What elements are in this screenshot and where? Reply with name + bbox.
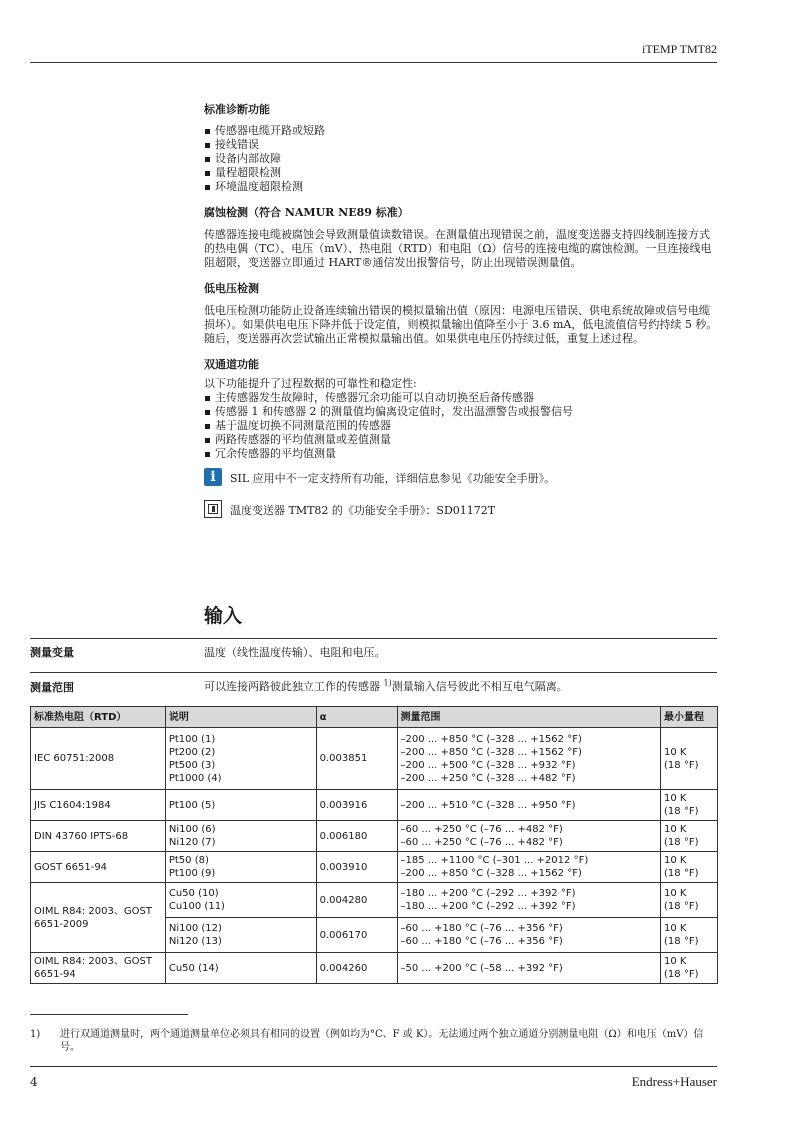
- sil-note-text: SIL 应用中不一定支持所有功能，详细信息参见《功能安全手册》。: [230, 472, 556, 485]
- cell-alpha: 0.004260: [316, 953, 397, 984]
- footer-rule: [30, 1066, 717, 1067]
- column-header: 最小量程: [661, 707, 718, 728]
- cell-description: [165, 918, 316, 953]
- cell-alpha: 0.006180: [316, 821, 397, 852]
- cell-standard: OIML R84: 2003、GOST 6651-2009: [31, 883, 166, 953]
- cell-min-span-line: 10 K: [664, 793, 687, 804]
- cell-range-line: –200 ... +250 °C (–328 ... +482 °F): [400, 772, 576, 784]
- manual-reference-text: 温度变送器 TMT82 的《功能安全手册》：SD01172T: [230, 504, 496, 517]
- cell-min-span-line: (18 °F): [664, 806, 699, 817]
- cell-range-line: –60 ... +250 °C (–76 ... +482 °F): [400, 837, 563, 848]
- dualchannel-intro: 以下功能提升了过程数据的可靠性和稳定性:: [204, 377, 417, 390]
- cell-min-span-line: (18 °F): [664, 868, 699, 879]
- cell-min-span-line: 10 K: [664, 746, 687, 758]
- cell-range-line: –200 ... +510 °C (–328 ... +950 °F): [400, 799, 576, 811]
- cell-min-span-line: 10 K: [664, 855, 687, 866]
- cell-min-span: [661, 728, 718, 790]
- cell-description-line: Cu50 (10): [168, 888, 219, 899]
- section-rule: [30, 638, 717, 639]
- cell-alpha: 0.006170: [316, 918, 397, 953]
- cell-range: [397, 918, 661, 953]
- cell-range-line: –60 ... +250 °C (–76 ... +482 °F): [400, 824, 563, 835]
- cell-min-span-line: (18 °F): [664, 901, 699, 912]
- cell-range-line: –200 ... +850 °C (–328 ... +1562 °F): [400, 868, 582, 879]
- cell-description-line: Pt500 (3): [168, 759, 216, 771]
- cell-description-line: Cu100 (11): [168, 901, 225, 912]
- input-section-title: 输入: [204, 605, 243, 627]
- table-row: [31, 953, 718, 984]
- cell-alpha: 0.004280: [316, 883, 397, 918]
- cell-range: [397, 852, 661, 883]
- cell-description-line: Cu50 (14): [168, 962, 219, 974]
- list-item: 主传感器发生故障时，传感器冗余功能可以自动切换至后备传感器: [204, 391, 719, 405]
- cell-description: [165, 852, 316, 883]
- info-icon: i: [204, 468, 222, 486]
- cell-min-span: [661, 953, 718, 984]
- list-item: 基于温度切换不同测量范围的传感器: [204, 419, 719, 433]
- range-text-part: 测量输入信号彼此不相互电气隔离。: [391, 680, 568, 693]
- brand-name: Endress+Hauser: [631, 1074, 717, 1089]
- cell-description: [165, 728, 316, 790]
- table-row: [31, 852, 718, 883]
- cell-alpha: 0.003910: [316, 852, 397, 883]
- cell-standard: OIML R84: 2003、GOST 6651-94: [31, 953, 166, 984]
- cell-standard: DIN 43760 IPTS-68: [31, 821, 166, 852]
- lowvoltage-text: 低电压检测功能防止设备连续输出错误的模拟量输出值（原因：电源电压错误、供电系统故障或信号电缆损坏）。如果供电电压下降并低于设定值，则模拟量输出值降至小于 3.6 mA，低电流值信号约持续 5 秒。随后，变送器再次尝试输出正常模拟量输出值。如果供电电压仍持续过低，重复上述过程。: [204, 304, 718, 345]
- cell-standard: IEC 60751:2008: [31, 728, 166, 790]
- cell-range-line: –60 ... +180 °C (–76 ... +356 °F): [400, 936, 563, 947]
- diagnostics-title: 标准诊断功能: [204, 103, 270, 116]
- measured-variable-value: 温度（线性温度传输）、电阻和电压。: [204, 646, 386, 659]
- cell-standard: JIS C1604:1984: [31, 790, 166, 821]
- measured-variable-label: 测量变量: [30, 646, 74, 659]
- cell-range: [397, 953, 661, 984]
- table-header-row: [31, 707, 718, 728]
- list-item: 环境温度超限检测: [204, 180, 719, 194]
- cell-min-span: [661, 821, 718, 852]
- table-row: [31, 728, 718, 790]
- header-title: iTEMP TMT82: [641, 42, 717, 56]
- cell-range-line: –200 ... +850 °C (–328 ... +1562 °F): [400, 733, 582, 745]
- corrosion-title: 腐蚀检测（符合 NAMUR NE89 标准）: [204, 206, 409, 219]
- cell-range-line: –180 ... +200 °C (–292 ... +392 °F): [400, 901, 576, 912]
- cell-range: [397, 728, 661, 790]
- cell-min-span: [661, 852, 718, 883]
- cell-description-line: Ni120 (13): [168, 936, 222, 947]
- cell-range-line: –180 ... +200 °C (–292 ... +392 °F): [400, 888, 576, 899]
- footnote-rule: [30, 1014, 188, 1015]
- column-header: 标准热电阻（RTD）: [31, 707, 166, 728]
- cell-min-span-line: (18 °F): [664, 936, 699, 947]
- cell-min-span-line: (18 °F): [664, 969, 699, 980]
- page-number: 4: [30, 1075, 38, 1089]
- cell-range-line: –185 ... +1100 °C (–301 ... +2012 °F): [400, 855, 589, 866]
- list-item: 冗余传感器的平均值测量: [204, 447, 719, 461]
- cell-range-line: –200 ... +850 °C (–328 ... +1562 °F): [400, 746, 582, 758]
- header-rule: [30, 62, 717, 63]
- cell-description: [165, 821, 316, 852]
- list-item: 传感器电缆开路或短路: [204, 124, 719, 138]
- cell-description: [165, 790, 316, 821]
- cell-description-line: Ni100 (6): [168, 824, 216, 835]
- list-item: 传感器 1 和传感器 2 的测量值均偏离设定值时，发出温漂警告或报警信号: [204, 405, 719, 419]
- diagnostics-list: [204, 124, 719, 194]
- dualchannel-title: 双通道功能: [204, 358, 259, 371]
- cell-min-span: [661, 883, 718, 918]
- cell-min-span-line: 10 K: [664, 923, 687, 934]
- footnote-number: 1): [30, 1029, 41, 1040]
- cell-min-span-line: (18 °F): [664, 759, 699, 771]
- range-text-part: 可以连接两路彼此独立工作的传感器: [204, 680, 380, 693]
- lowvoltage-title: 低电压检测: [204, 282, 259, 295]
- table-row: [31, 821, 718, 852]
- cell-description-line: Pt100 (1): [168, 733, 216, 745]
- cell-min-span: [661, 790, 718, 821]
- cell-range-line: –60 ... +180 °C (–76 ... +356 °F): [400, 923, 563, 934]
- table-row: [31, 790, 718, 821]
- cell-standard: GOST 6651-94: [31, 852, 166, 883]
- section-rule: [30, 672, 717, 673]
- footnote-text: 进行双通道测量时，两个通道测量单位必须具有相同的设置（例如均为°C、F 或 K）。无法通过两个独立通道分别测量电阻（Ω）和电压（mV）信号。: [60, 1029, 704, 1053]
- table-row: [31, 883, 718, 918]
- cell-description-line: Pt100 (5): [168, 799, 216, 811]
- rtd-table: [30, 706, 718, 984]
- cell-description-line: Pt100 (9): [168, 868, 216, 879]
- cell-description-line: Pt200 (2): [168, 746, 216, 758]
- cell-description-line: Ni100 (12): [168, 923, 222, 934]
- cell-min-span-line: 10 K: [664, 888, 687, 899]
- content-column: [204, 103, 719, 524]
- cell-range: [397, 883, 661, 918]
- cell-range: [397, 821, 661, 852]
- measuring-range-value: [204, 678, 568, 694]
- list-item: 两路传感器的平均值测量或差值测量: [204, 433, 719, 447]
- column-header: 测量范围: [397, 707, 661, 728]
- dualchannel-list: [204, 391, 719, 461]
- list-item: 设备内部故障: [204, 152, 719, 166]
- cell-description-line: Ni120 (7): [168, 837, 216, 848]
- cell-min-span: [661, 918, 718, 953]
- manual-reference: [204, 502, 719, 524]
- cell-alpha: 0.003851: [316, 728, 397, 790]
- sil-note: [204, 470, 719, 492]
- cell-min-span-line: (18 °F): [664, 837, 699, 848]
- document-reference-icon: [204, 500, 222, 518]
- list-item: 接线错误: [204, 138, 719, 152]
- cell-range: [397, 790, 661, 821]
- cell-min-span-line: 10 K: [664, 956, 687, 967]
- cell-description: [165, 953, 316, 984]
- column-header: 说明: [165, 707, 316, 728]
- corrosion-text: 传感器连接电缆被腐蚀会导致测量值读数错误。在测量值出现错误之前，温度变送器支持四线制连接方式的热电偶（TC）、电压（mV）、热电阻（RTD）和电阻（Ω）信号的连接电缆的腐蚀检测。一旦连接线电阻超限，变送器立即通过 HART®通信发出报警信号，防止出现错误测量值。: [204, 228, 712, 269]
- cell-description: [165, 883, 316, 918]
- column-header: α: [316, 707, 397, 728]
- cell-range-line: –200 ... +500 °C (–328 ... +932 °F): [400, 759, 576, 771]
- cell-alpha: 0.003916: [316, 790, 397, 821]
- cell-description-line: Pt1000 (4): [168, 772, 222, 784]
- list-item: 量程超限检测: [204, 166, 719, 180]
- cell-min-span-line: 10 K: [664, 824, 687, 835]
- footnote-ref: 1): [383, 678, 392, 688]
- measuring-range-label: 测量范围: [30, 681, 74, 694]
- cell-description-line: Pt50 (8): [168, 855, 209, 866]
- cell-range-line: –50 ... +200 °C (–58 ... +392 °F): [400, 962, 563, 974]
